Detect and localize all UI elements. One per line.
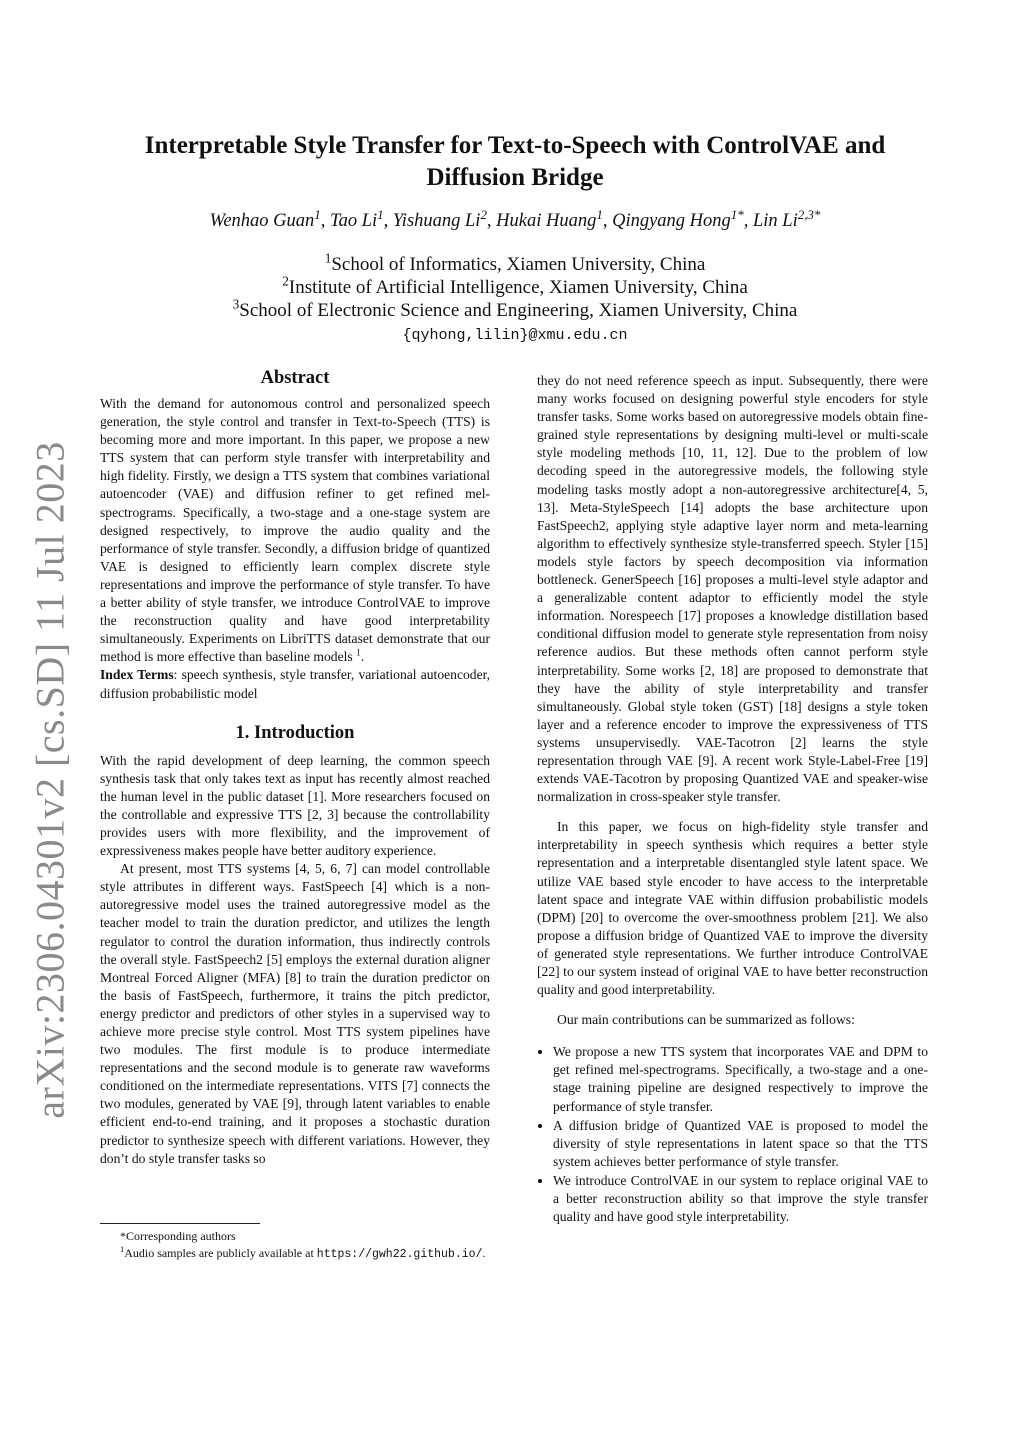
author-affil-mark: 1 [314, 206, 321, 222]
contact-email: {qyhong,lilin}@xmu.edu.cn [402, 327, 628, 344]
paper-title: Interpretable Style Transfer for Text-to-Speech with ControlVAE and Diffusion Bridge [144, 132, 886, 191]
footnote-corresponding: *Corresponding authors [120, 1229, 236, 1243]
footnotes [100, 1223, 490, 1263]
arxiv-identifier-stamp [20, 441, 80, 1119]
footnote-audio-samples: $^1$Audio samples are publicly available at https://gwh22.github.io/. [120, 1244, 486, 1261]
author-affil-mark: 1 [596, 206, 603, 222]
intro-paragraph: they do not need reference speech as input. Subsequently, there were many works focused on designing powerful style encoders for style transfer tasks. Some works based on autoregressive models obtain fine-grained style representations by designing multi-level or multi-scale style modeling methods [10, 11, 12]. Due to the problem of low decoding speed in the autoregressive models, the following style modeling tasks mostly adopt a non-autoregressive architecture[4, 5, 13]. Meta-StyleSpeech [14] adopts the base architecture upon FastSpeech2, applying style adaptive layer norm and meta-learning algorithm to effectively synthesize style-transferred speech. Styler [15] models style factors by speech decomposition via information bottleneck. GenerSpeech [16] proposes a multi-level style adaptor and a generalizable content adaptor to efficiently model the style information. Norespeech [17] proposes a knowledge distillation based conditional diffusion model to generate style representation from noisy reference audios. But these methods often cannot perform style interpretability. Some works [2, 18] are proposed to demonstrate that they have the ability of style interpretability and transfer simultaneously. Global style token (GST) [18] designs a style token layer and a reference encoder to improve the expressiveness of TTS systems unsupervisedly. VAE-Tacotron [2] learns the style representation through VAE [9]. A recent work Style-Label-Free [19] extends VAE-Tacotron by proposing Quantized VAE and speaker-wise normalization in cross-speaker style transfer. [537, 373, 928, 805]
author-affil-mark: 2 [480, 206, 487, 222]
author: Qingyang Hong [612, 211, 731, 231]
index-terms-label: Index Terms [100, 667, 174, 683]
intro-paragraph: Our main contributions can be summarized as follows: [557, 1012, 855, 1028]
abstract-body: With the demand for autonomous control and personalized speech generation, the style control and transfer in Text-to-Speech (TTS) is becoming more and more important. In this paper, we propose a new TTS system that can perform style transfer with interpretability and high fidelity. Firstly, we design a TTS system that combines variational autoencoder (VAE) and diffusion refiner to get refined mel-spectrograms. Specifically, a two-stage and a one-stage system are designed respectively, to improve the audio quality and the performance of style transfer. Secondly, a diffusion bridge of quantized VAE is designed to efficiently learn complex discrete style representations and improve the performance of style transfer. To have a better ability of style transfer, we introduce ControlVAE to improve the reconstruction quality and have good interpretability simultaneously. Experiments on LibriTTS dataset demonstrate that our method is more effective than baseline models $^1$. [100, 396, 490, 665]
affiliation: $^3$School of Electronic Science and Engineering, Xiamen University, China [232, 296, 798, 321]
introduction-heading: 1. Introduction [235, 722, 355, 743]
contributions-list [537, 1043, 928, 1226]
affiliation-list [100, 250, 930, 322]
author-affil-mark: 2,3* [797, 206, 821, 222]
index-terms: Index Terms: speech synthesis, style transfer, variational autoencoder, diffusion probabilistic model [100, 667, 490, 701]
affiliation: $^2$Institute of Artificial Intelligence, Xiamen University, China [282, 273, 748, 298]
author-list: Wenhao Guan$^1$, Tao Li$^1$, Yishuang Li$^2$, Hukai Huang$^1$, Qingyang Hong$^{1*}$, Lin $Li^{2,3*}$ [209, 206, 821, 231]
footnote-divider [100, 1223, 260, 1224]
list-item: • A diffusion bridge of Quantized VAE is proposed to model the diversity of style representations in latent space so that the TTS system achieves better performance of style transfer. [553, 1117, 928, 1171]
intro-paragraph: In this paper, we focus on high-fidelity style transfer and interpretability in speech synthesis which requires a better style representation and a interpretable disentangled style latent space. We utilize VAE based style encoder to have access to the interpretable latent space and integrate VAE within diffusion probabilistic models (DPM) [20] to overcome the over-smoothness problem [21]. We also propose a diffusion bridge of Quantized VAE to improve the diversity of generated style representations. We further introduce ControlVAE [22] to our system instead of original VAE to have better reconstruction quality and good interpretability. [537, 819, 928, 998]
author: Hukai Huang [496, 211, 597, 231]
author: Tao Li [330, 211, 378, 231]
affiliation: $^1$School of Informatics, Xiamen University, China [324, 250, 706, 275]
author: Yishuang Li [392, 211, 481, 231]
footnote-mark: 1 [356, 648, 361, 659]
left-column [100, 368, 490, 1168]
author: Wenhao Guan [209, 211, 315, 231]
arxiv-identifier: arXiv:2306.04301v2 [cs.SD] 11 Jul 2023 [27, 441, 73, 1119]
intro-paragraph: With the rapid development of deep learning, the common speech synthesis task that only takes text as input has recently almost reached the human level in the public dataset [1]. More researchers focused on the controllable and expressive TTS [2, 3] because the controllability provides users with more flexibility, and the improvement of expressiveness makes people have better auditory experience. [100, 752, 490, 859]
author-affil-mark: 1 [377, 206, 384, 222]
list-item: • We propose a new TTS system that incorporates VAE and DPM to get refined mel-spectrograms. Specifically, a two-stage and a one-stage training pipeline are designed respectively to improve the performance of style transfer. [553, 1043, 928, 1115]
audio-samples-link[interactable]: https://gwh22.github.io/ [316, 1247, 483, 1261]
abstract-heading: Abstract [260, 368, 330, 388]
author-affil-mark: 1* [730, 206, 744, 222]
author: Lin Li [752, 211, 798, 231]
list-item: • We introduce ControlVAE in our system to replace original VAE to a better reconstruction ability so that improve the style transfer quality and have good style interpretability. [553, 1172, 928, 1226]
right-column [537, 372, 928, 1227]
intro-paragraph: At present, most TTS systems [4, 5, 6, 7] can model controllable style attributes in different ways. FastSpeech [4] which is a non-autoregressive model uses the trained autoregressive model as the teacher model to train the duration predictor, and utilizes the length regulator to control the duration information, thus indirectly controls the overall style. FastSpeech2 [5] employs the external duration aligner Montreal Forced Aligner (MFA) [8] to train the duration predictor on the basis of FastSpeech, furthermore, it trains the pitch predictor, energy predictor and predictors of other styles in a supervised way to achieve more precise style control. Most TTS system pipelines have two modules. The first module is to produce intermediate representations and the second module is to generate raw waveforms conditioned on the intermediate representations. VITS [7] connects the two modules, generated by VAE [9], through latent variables to enable efficient end-to-end training, and it proposes a stochastic duration predictor to synthesize speech with different variations. However, they don’t do style transfer tasks so [100, 861, 490, 1166]
